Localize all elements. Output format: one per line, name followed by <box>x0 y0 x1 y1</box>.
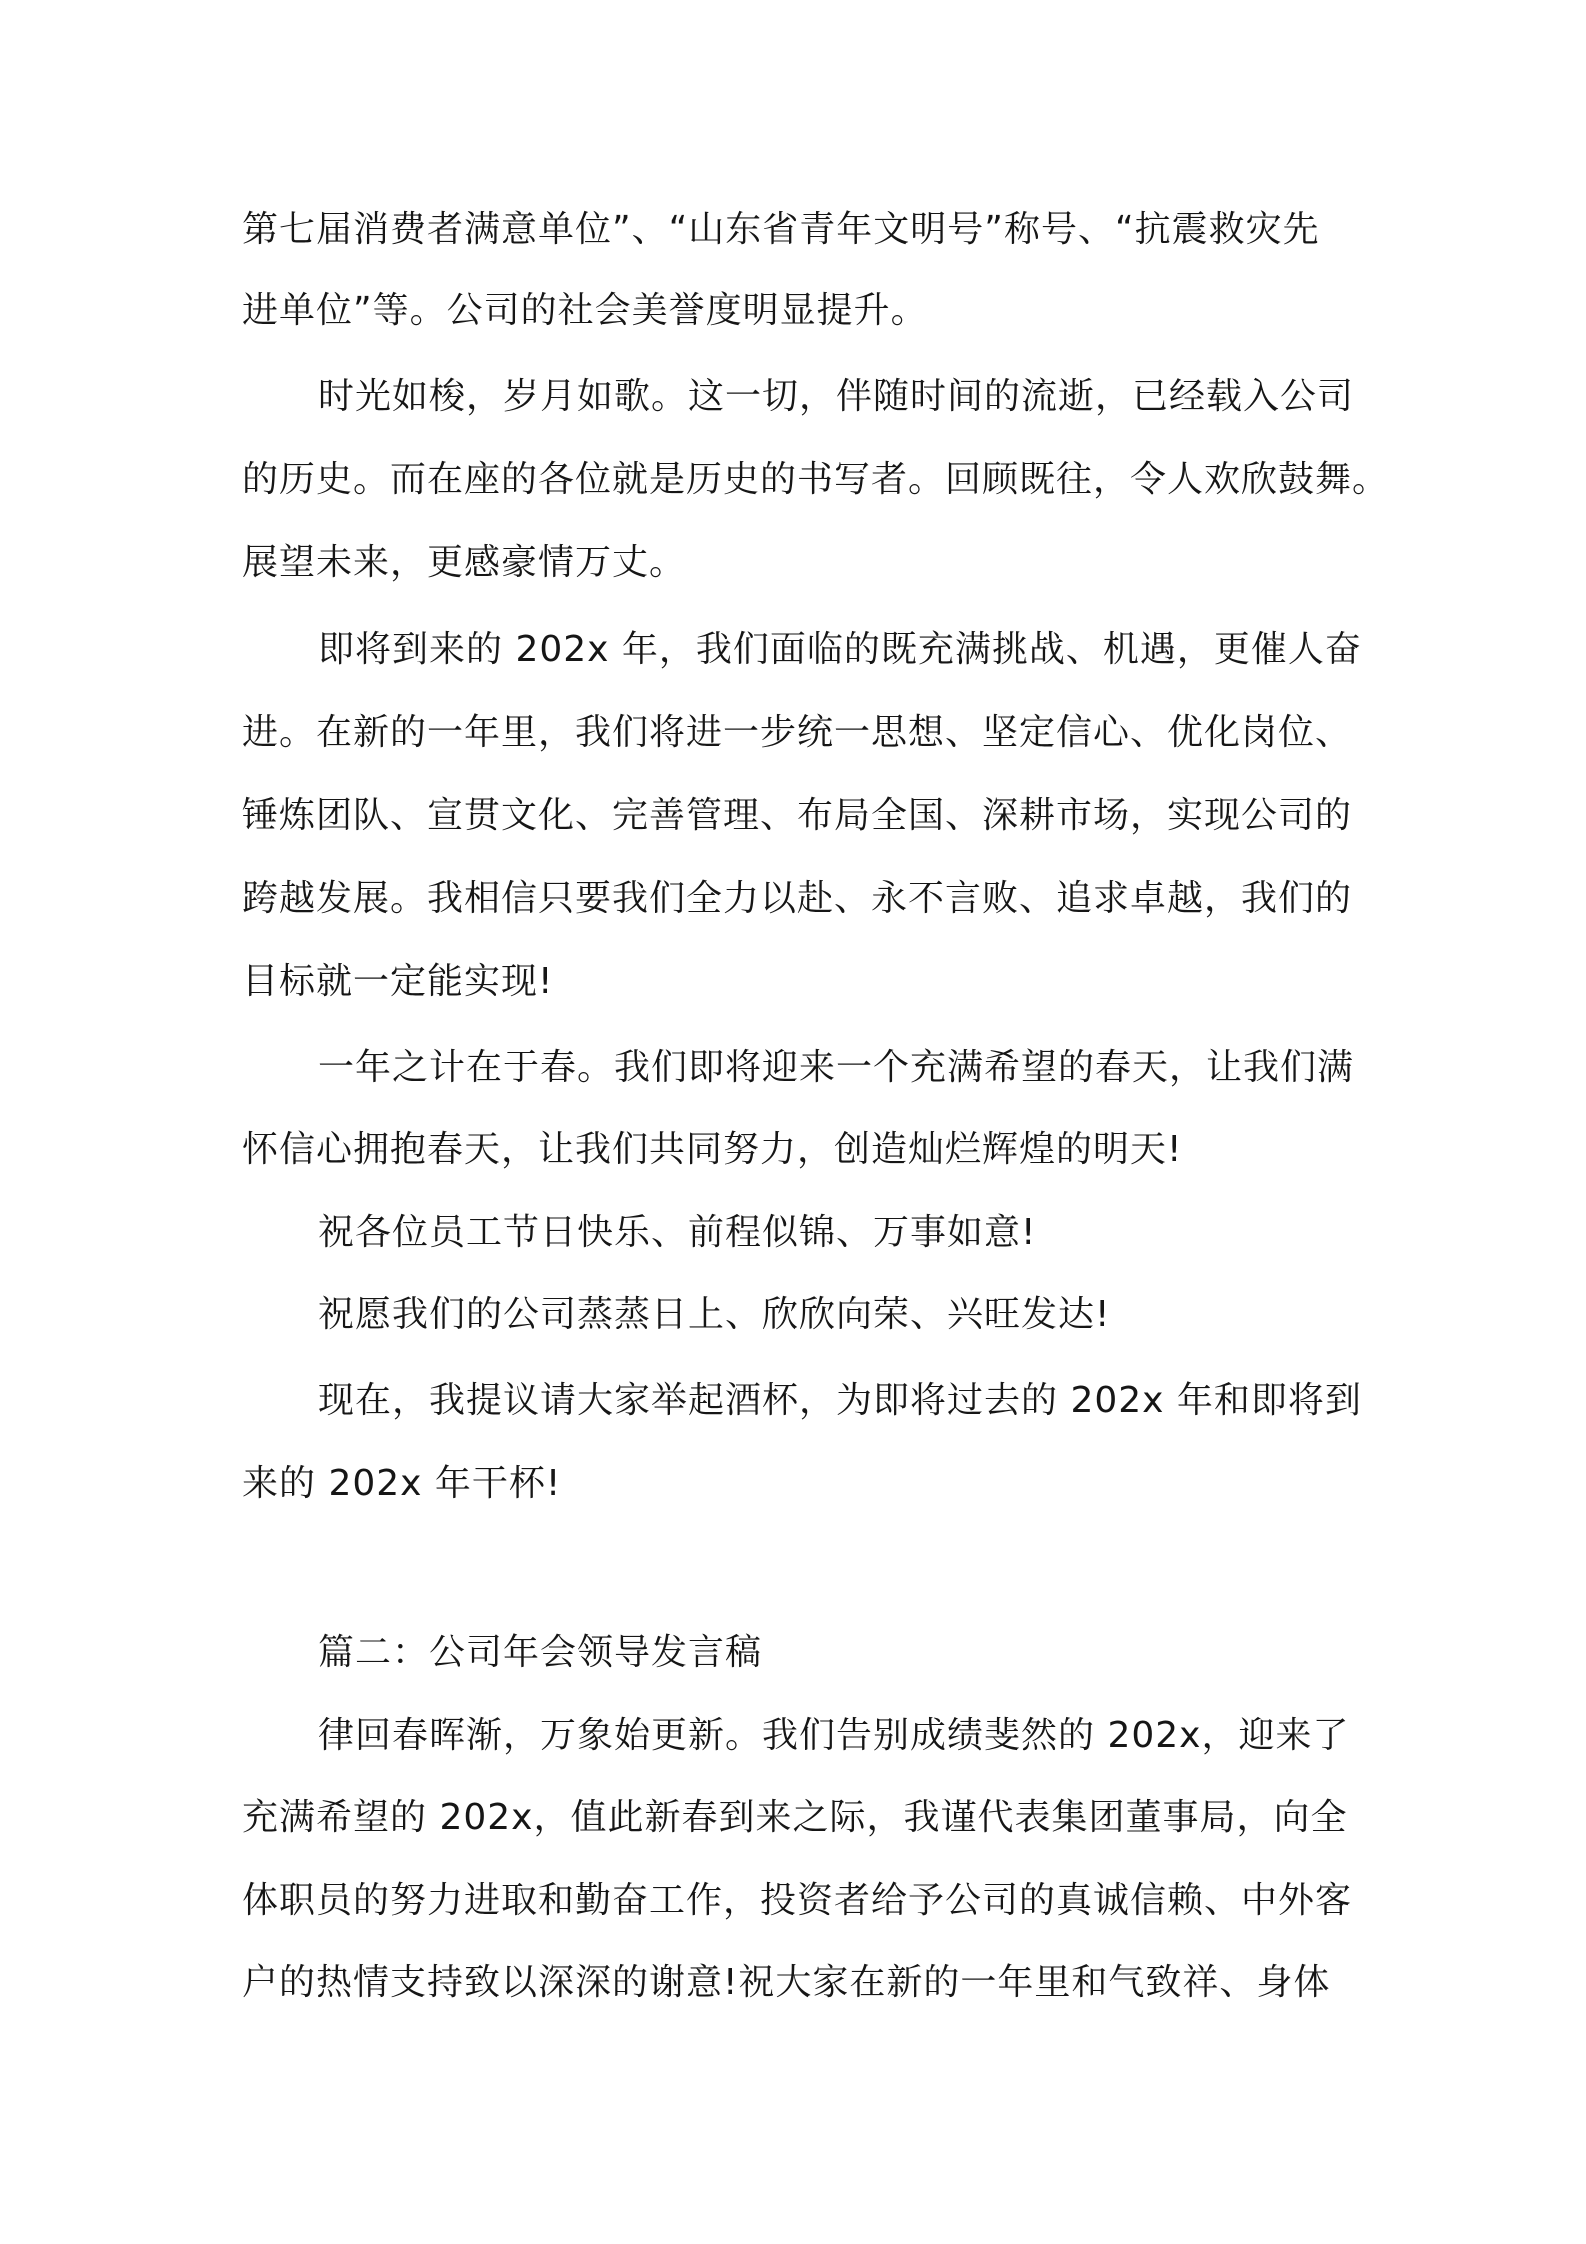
paragraph-line: 现在，我提议请大家举起酒杯，为即将过去的 202x 年和即将到 <box>318 1380 1362 1421</box>
paragraph-line: 跨越发展。我相信只要我们全力以赴、永不言败、追求卓越，我们的 <box>242 878 1353 919</box>
paragraph-line: 时光如梭，岁月如歌。这一切，伴随时间的流逝，已经载入公司 <box>318 376 1355 417</box>
paragraph-line: 体职员的努力进取和勤奋工作，投资者给予公司的真诚信赖、中外客 <box>242 1880 1353 1921</box>
paragraph-line: 一年之计在于春。我们即将迎来一个充满希望的春天，让我们满 <box>318 1047 1355 1088</box>
paragraph-line: 户的热情支持致以深深的谢意!祝大家在新的一年里和气致祥、身体 <box>242 1962 1331 2003</box>
paragraph-line: 祝愿我们的公司蒸蒸日上、欣欣向荣、兴旺发达! <box>318 1294 1111 1335</box>
paragraph-line: 充满希望的 202x，值此新春到来之际，我谨代表集团董事局，向全 <box>242 1797 1348 1838</box>
section-heading: 篇二：公司年会领导发言稿 <box>318 1632 763 1673</box>
paragraph-line: 的历史。而在座的各位就是历史的书写者。回顾既往，令人欢欣鼓舞。 <box>242 459 1390 500</box>
paragraph-line: 来的 202x 年干杯! <box>242 1463 562 1504</box>
paragraph-line: 展望未来，更感豪情万丈。 <box>242 542 687 583</box>
paragraph-line: 即将到来的 202x 年，我们面临的既充满挑战、机遇，更催人奋 <box>318 629 1362 670</box>
paragraph-line: 第七届消费者满意单位”、“山东省青年文明号”称号、“抗震救灾先 <box>242 209 1320 250</box>
paragraph-line: 怀信心拥抱春天，让我们共同努力，创造灿烂辉煌的明天! <box>242 1129 1183 1170</box>
paragraph-line: 目标就一定能实现! <box>242 961 554 1002</box>
paragraph-line: 祝各位员工节日快乐、前程似锦、万事如意! <box>318 1212 1037 1253</box>
paragraph-line: 进单位”等。公司的社会美誉度明显提升。 <box>242 290 928 331</box>
paragraph-line: 锤炼团队、宣贯文化、完善管理、布局全国、深耕市场，实现公司的 <box>242 795 1353 836</box>
paragraph-line: 律回春晖渐，万象始更新。我们告别成绩斐然的 202x，迎来了 <box>318 1715 1350 1756</box>
paragraph-line: 进。在新的一年里，我们将进一步统一思想、坚定信心、优化岗位、 <box>242 712 1353 753</box>
